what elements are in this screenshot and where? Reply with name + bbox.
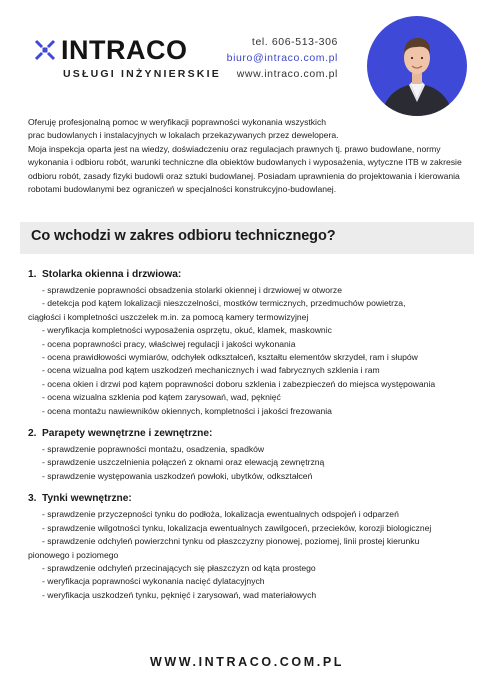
list-item: - ocena poprawności pracy, właściwej regulacji i jakości wykonania — [42, 338, 296, 349]
scope-group — [28, 266, 474, 418]
list-item: - sprawdzenie przyczepności tynku do podłoża, lokalizacja ewentualnych odspojeń i odparzeń — [42, 509, 399, 520]
scope-group-number: 2. — [28, 428, 37, 440]
list-item: - sprawdzenie odchyleń przecinających się płaszczyzn od kąta prostego — [42, 562, 316, 573]
scope-group — [28, 425, 474, 483]
list-item: - ocena prawidłowości wymiarów, odchyłek odkształceń, kształtu elementów skrzydeł, ram i słupów — [42, 352, 418, 363]
logo-x-icon — [34, 39, 56, 61]
list-item: - sprawdzenie wilgotności tynku, lokalizacja ewentualnych zawilgoceń, przecieków, korozji biologicznej — [42, 522, 432, 533]
list-item: - sprawdzenie występowania uszkodzeń powłoki, ubytków, odkształceń — [42, 470, 313, 481]
list-item: - weryfikacja kompletności wyposażenia osprzętu, okuć, klamek, maskownic — [42, 325, 332, 336]
scope-group-title — [28, 425, 474, 442]
contact-block — [227, 34, 338, 82]
list-item: - ocena wizualna szklenia pod kątem zarysowań, wad, pęknięć — [42, 392, 281, 403]
list-item: - sprawdzenie poprawności montażu, osadzenia, spadków — [42, 444, 265, 455]
portrait-illustration — [367, 16, 467, 116]
scope-group-label: Parapety wewnętrzne i zewnętrzne: — [42, 428, 213, 440]
list-item-continuation: ciągłości i kompletności uszczelek m.in. za pomocą kamery termowizyjnej — [28, 311, 309, 322]
scope-group-title — [28, 266, 474, 283]
contact-phone: tel. 606-513-306 — [251, 36, 338, 48]
list-item: - ocena okien i drzwi pod kątem poprawności doboru szklenia i zabezpieczeń do miejsca występowania — [42, 378, 436, 389]
section-heading-bar — [20, 222, 474, 254]
contact-email-link[interactable]: biuro@intraco.com.pl — [226, 52, 338, 64]
letterhead — [0, 0, 494, 112]
list-item: - detekcja pod kątem lokalizacji nieszczelności, mostków termicznych, przedmuchów powietrza, — [42, 298, 406, 309]
list-item: - weryfikacja uszkodzeń tynku, pęknięć i zarysowań, wad materiałowych — [42, 589, 317, 600]
list-item: - ocena montażu nawiewników okiennych, kompletności i jakości frezowania — [42, 405, 332, 416]
portrait-photo — [367, 16, 467, 116]
section-heading: Co wchodzi w zakres odbioru technicznego? — [31, 228, 336, 244]
intro-line: prac budowlanych i instalacyjnych w lokalach przekazywanych przez dewelopera. — [28, 130, 339, 141]
list-item: - weryfikacja poprawności wykonania nacięć dylatacyjnych — [42, 576, 265, 587]
scope-group-title — [28, 490, 474, 507]
list-item: - sprawdzenie uszczelnienia połączeń z oknami oraz elewacją zewnętrzną — [42, 457, 325, 468]
brand-subtitle: USŁUGI INŻYNIERSKIE — [63, 68, 221, 80]
intro-line: Moja inspekcja oparta jest na wiedzy, doświadczeniu oraz regulacjach prawnych tj. prawo budowlane, normy — [28, 143, 441, 154]
intro-line: robotami budowlanymi bez ograniczeń w specjalności konstrukcyjno-budowlanej. — [28, 184, 337, 195]
list-item-continuation: pionowego i poziomego — [28, 549, 119, 560]
list-item: - sprawdzenie odchyleń powierzchni tynku od płaszczyzny pionowej, poziomej, linii prostej kierunku — [42, 536, 420, 547]
scope-group-number: 1. — [28, 269, 37, 280]
scope-group-label: Stolarka okienna i drzwiowa: — [42, 269, 182, 280]
scope-group-label: Tynki wewnętrzne: — [42, 493, 132, 505]
list-item: - sprawdzenie poprawności obsadzenia stolarki okiennej i drzwiowej w otworze — [42, 285, 342, 295]
intro-line: odbioru robót, zasady fizyki budowli oraz sztuki budowlanej. Posiadam uprawnienia do projektowania i kierowania — [28, 170, 460, 181]
brand-logo — [34, 35, 221, 86]
intro-line: Oferuję profesjonalną pomoc w weryfikacji poprawności wykonania wszystkich — [28, 117, 327, 127]
scope-group — [28, 490, 474, 602]
intro-line: wykonania i odbioru robót, warunki techniczne dla obiektów budowlanych i wyposażenia, wytyczne ITB w zakresie — [28, 157, 462, 168]
brand-name: INTRACO — [61, 35, 188, 65]
scope-group-number: 3. — [28, 493, 37, 505]
contact-website-link[interactable]: www.intraco.com.pl — [236, 68, 338, 80]
scope-list — [28, 266, 474, 609]
footer-website-link[interactable]: WWW.INTRACO.COM.PL — [150, 655, 344, 669]
list-item: - ocena wizualna pod kątem uszkodzeń mechanicznych i wad fabrycznych szklenia i ram — [42, 365, 380, 376]
intro-paragraph — [28, 116, 468, 196]
